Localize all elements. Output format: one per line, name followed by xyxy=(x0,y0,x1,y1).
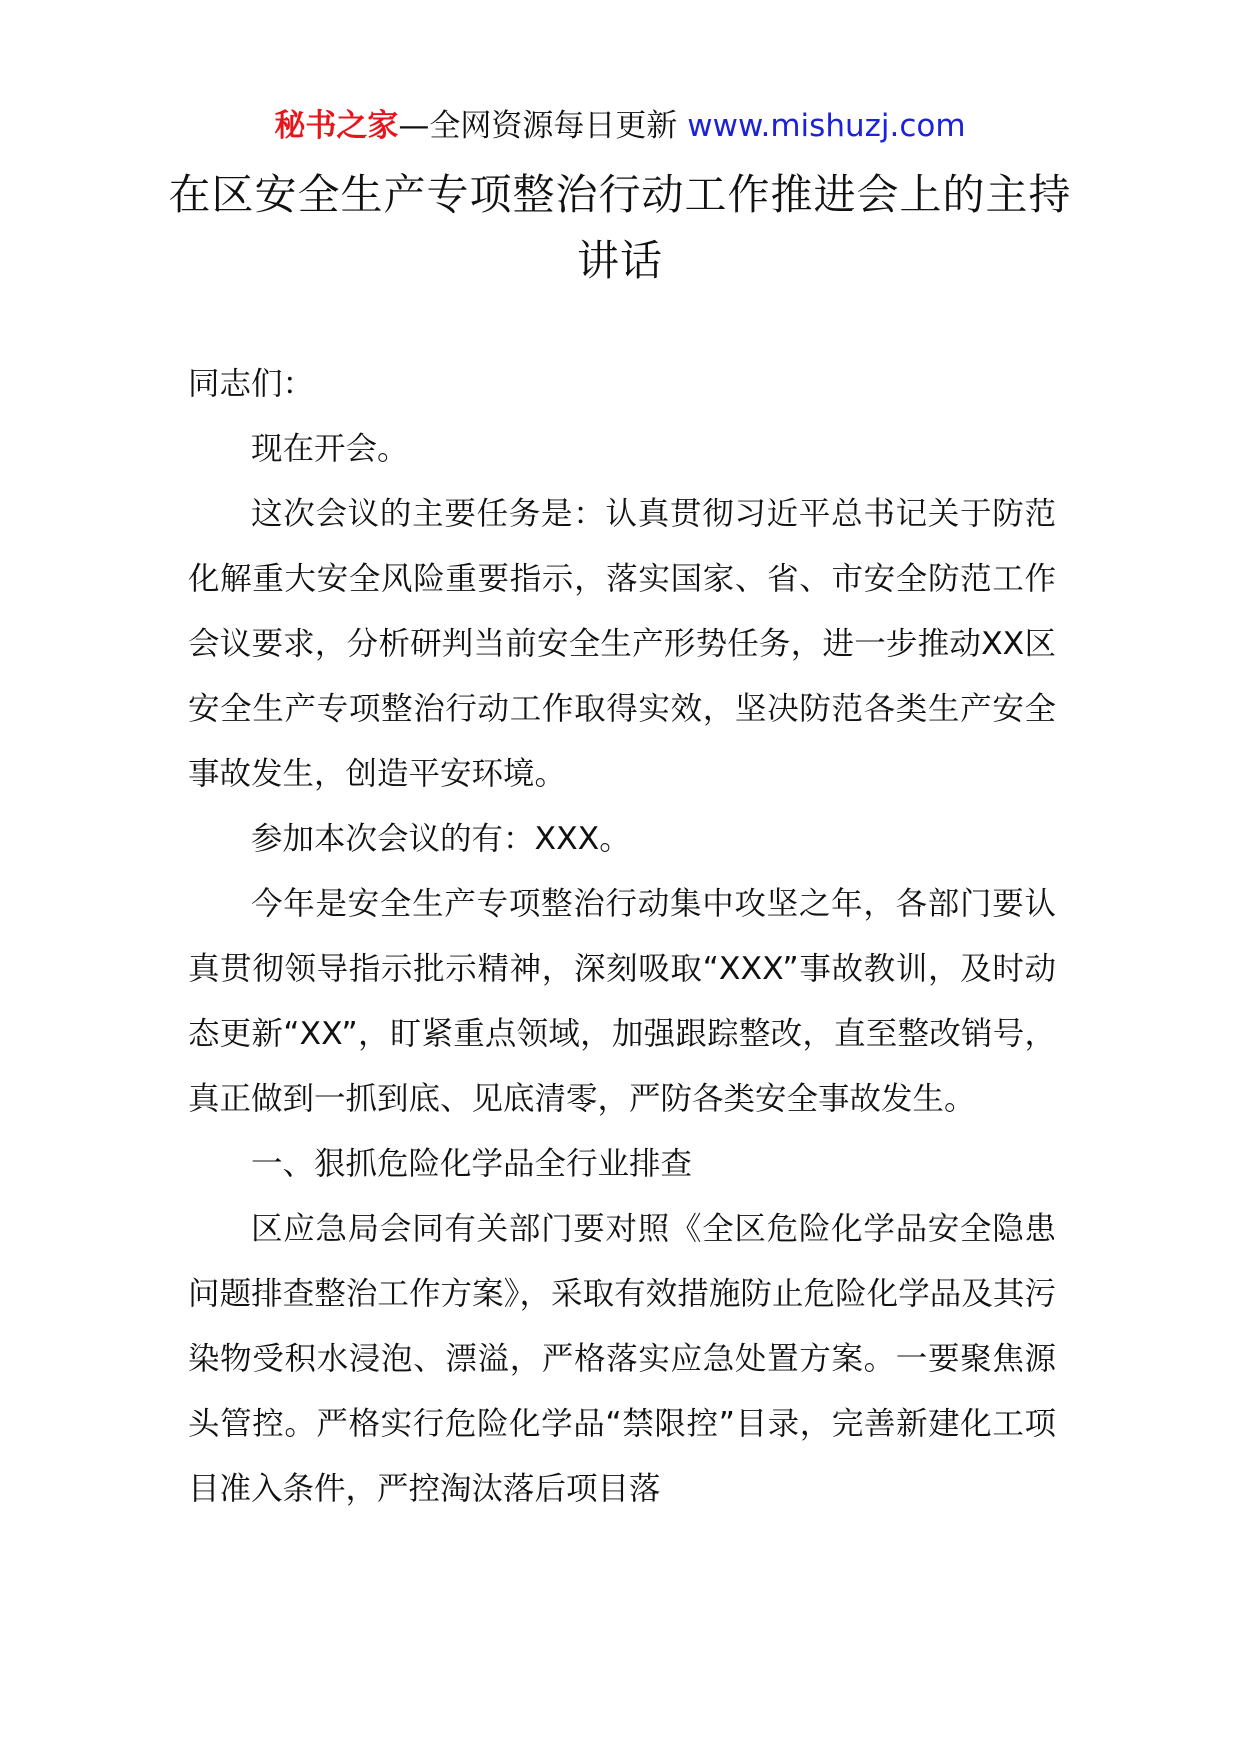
site-url[interactable]: www.mishuzj.com xyxy=(687,108,966,144)
site-header xyxy=(0,104,1240,148)
paragraph: 区应急局会同有关部门要对照《全区危险化学品安全隐患问题排查整治工作方案》，采取有效措施防止危险化学品及其污染物受积水浸泡、漂溢，严格落实应急处置方案。一要聚焦源头管控。严格实行危险化学品“禁限控”目录，完善新建化工项目准入条件，严控淘汰落后项目落 xyxy=(188,1211,1056,1507)
salutation: 同志们： xyxy=(188,366,315,402)
paragraph: 参加本次会议的有：XXX。 xyxy=(251,821,631,857)
document-body xyxy=(188,352,1056,1522)
paragraph: 今年是安全生产专项整治行动集中攻坚之年，各部门要认真贯彻领导指示批示精神，深刻吸取“XXX”事故教训，及时动态更新“XX”，盯紧重点领域，加强跟踪整改，直至整改销号，真正做到一抓到底、见底清零，严防各类安全事故发生。 xyxy=(188,886,1056,1117)
document-title: 在区安全生产专项整治行动工作推进会上的主持讲话 xyxy=(168,170,1072,285)
paragraph: 这次会议的主要任务是：认真贯彻习近平总书记关于防范化解重大安全风险重要指示，落实国家、省、市安全防范工作会议要求，分析研判当前安全生产形势任务，进一步推动XX区安全生产专项整治行动工作取得实效，坚决防范各类生产安全事故发生，创造平安环境。 xyxy=(188,496,1056,792)
section-heading: 一、狠抓危险化学品全行业排查 xyxy=(251,1146,693,1182)
brand-name: 秘书之家 xyxy=(274,108,399,144)
header-tagline: —全网资源每日更新 xyxy=(398,108,678,144)
paragraph: 现在开会。 xyxy=(251,431,409,467)
